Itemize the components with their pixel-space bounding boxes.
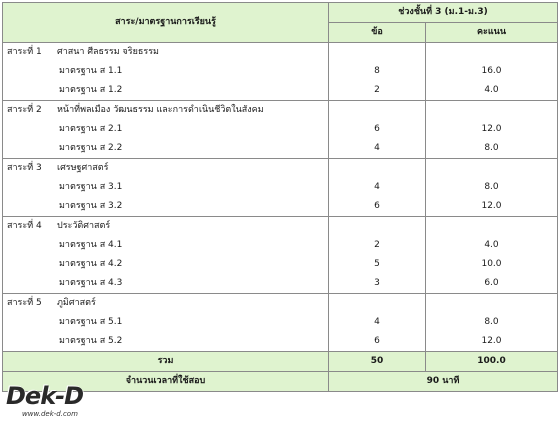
level-header: ช่วงชั้นที่ 3 (ม.1-ม.3) xyxy=(329,3,558,23)
group-label xyxy=(3,43,329,63)
group-points-empty xyxy=(426,159,558,179)
standard-label: มาตรฐาน ส 1.2 xyxy=(3,81,329,101)
standard-row xyxy=(3,197,558,217)
standard-label: มาตรฐาน ส 3.1 xyxy=(3,178,329,197)
items-header: ข้อ xyxy=(329,23,426,43)
group-label xyxy=(3,159,329,179)
logo-text: Dek-D xyxy=(6,382,84,410)
group-code: สาระที่ 4 xyxy=(7,221,42,231)
standard-points: 4.0 xyxy=(426,236,558,255)
standard-points: 4.0 xyxy=(426,81,558,101)
standard-points: 10.0 xyxy=(426,255,558,274)
group-points-empty xyxy=(426,217,558,237)
subject-header: สาระ/มาตรฐานการเรียนรู้ xyxy=(3,3,329,43)
dek-d-logo xyxy=(4,382,108,420)
standard-row xyxy=(3,120,558,139)
standard-items: 5 xyxy=(329,255,426,274)
standard-label: มาตรฐาน ส 3.2 xyxy=(3,197,329,217)
standard-row xyxy=(3,255,558,274)
time-label: จำนวนเวลาที่ใช้สอบ xyxy=(3,372,329,392)
group-code: สาระที่ 5 xyxy=(7,298,42,308)
group-items-empty xyxy=(329,217,426,237)
total-points: 100.0 xyxy=(426,352,558,372)
logo-url: www.dek-d.com xyxy=(22,410,78,418)
group-name: ภูมิศาสตร์ xyxy=(57,298,96,308)
group-row xyxy=(3,217,558,237)
standard-points: 6.0 xyxy=(426,274,558,294)
standard-items: 6 xyxy=(329,332,426,352)
standard-label: มาตรฐาน ส 4.2 xyxy=(3,255,329,274)
standard-row xyxy=(3,62,558,81)
standard-row xyxy=(3,236,558,255)
table-body xyxy=(3,43,558,352)
standard-items: 4 xyxy=(329,178,426,197)
standard-items: 6 xyxy=(329,120,426,139)
standard-points: 8.0 xyxy=(426,313,558,332)
standard-row xyxy=(3,274,558,294)
group-code: สาระที่ 1 xyxy=(7,47,42,57)
group-name: ประวัติศาสตร์ xyxy=(57,221,111,231)
standard-row xyxy=(3,313,558,332)
standard-points: 12.0 xyxy=(426,120,558,139)
group-code: สาระที่ 3 xyxy=(7,163,42,173)
group-row xyxy=(3,159,558,179)
standard-points: 8.0 xyxy=(426,139,558,159)
group-items-empty xyxy=(329,43,426,63)
standard-items: 4 xyxy=(329,139,426,159)
group-items-empty xyxy=(329,159,426,179)
standard-label: มาตรฐาน ส 1.1 xyxy=(3,62,329,81)
total-label: รวม xyxy=(3,352,329,372)
standard-row xyxy=(3,178,558,197)
standard-row xyxy=(3,332,558,352)
group-items-empty xyxy=(329,101,426,121)
points-header: คะแนน xyxy=(426,23,558,43)
standard-row xyxy=(3,139,558,159)
group-row xyxy=(3,101,558,121)
group-code: สาระที่ 2 xyxy=(7,105,42,115)
group-points-empty xyxy=(426,294,558,314)
exam-blueprint-table xyxy=(2,2,558,392)
standard-label: มาตรฐาน ส 4.1 xyxy=(3,236,329,255)
standard-label: มาตรฐาน ส 4.3 xyxy=(3,274,329,294)
group-name: ศาสนา ศีลธรรม จริยธรรม xyxy=(57,47,159,57)
standard-label: มาตรฐาน ส 2.1 xyxy=(3,120,329,139)
standard-items: 4 xyxy=(329,313,426,332)
group-name: หน้าที่พลเมือง วัฒนธรรม และการดำเนินชีวิตในสังคม xyxy=(57,105,264,115)
group-items-empty xyxy=(329,294,426,314)
group-name: เศรษฐศาสตร์ xyxy=(57,163,109,173)
group-label xyxy=(3,217,329,237)
standard-items: 2 xyxy=(329,81,426,101)
group-row xyxy=(3,294,558,314)
standard-label: มาตรฐาน ส 5.1 xyxy=(3,313,329,332)
group-points-empty xyxy=(426,101,558,121)
standard-points: 12.0 xyxy=(426,197,558,217)
group-points-empty xyxy=(426,43,558,63)
standard-points: 16.0 xyxy=(426,62,558,81)
standard-label: มาตรฐาน ส 2.2 xyxy=(3,139,329,159)
standard-items: 2 xyxy=(329,236,426,255)
group-label xyxy=(3,101,329,121)
group-row xyxy=(3,43,558,63)
time-value: 90 นาที xyxy=(329,372,558,392)
group-label xyxy=(3,294,329,314)
total-row xyxy=(3,352,558,372)
standard-points: 8.0 xyxy=(426,178,558,197)
standard-items: 6 xyxy=(329,197,426,217)
total-items: 50 xyxy=(329,352,426,372)
standard-row xyxy=(3,81,558,101)
standard-items: 3 xyxy=(329,274,426,294)
standard-points: 12.0 xyxy=(426,332,558,352)
standard-items: 8 xyxy=(329,62,426,81)
standard-label: มาตรฐาน ส 5.2 xyxy=(3,332,329,352)
